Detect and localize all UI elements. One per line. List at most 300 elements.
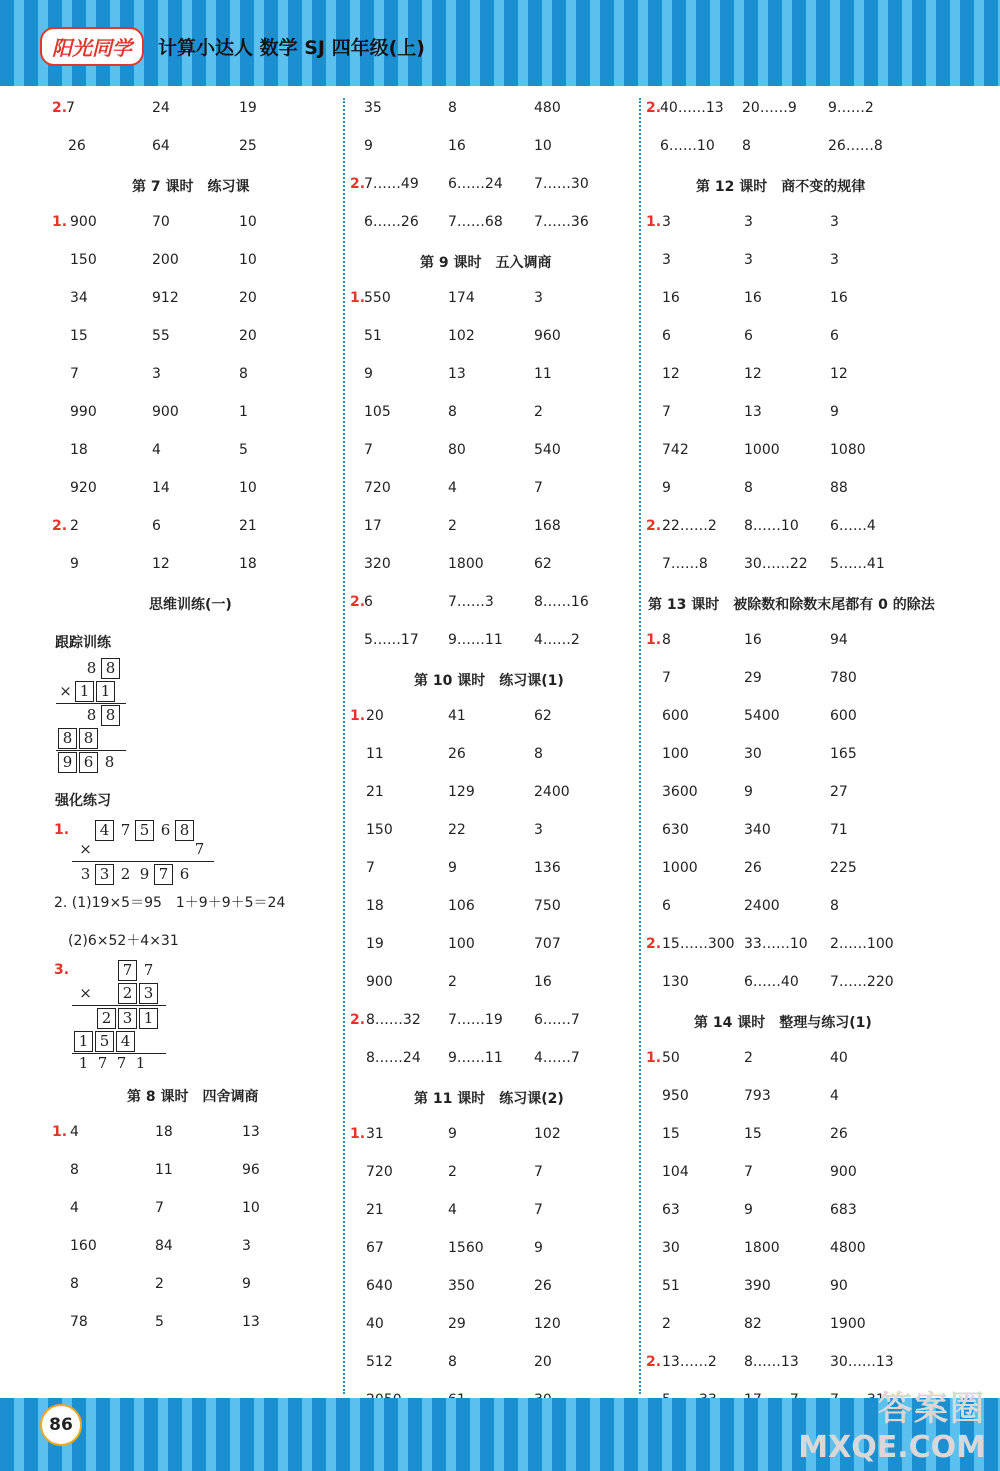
answer-value: 5 — [239, 442, 248, 458]
answer-value: 4 — [70, 1124, 79, 1140]
question-number: 1. — [646, 1050, 662, 1066]
digit-box: 2 — [97, 1008, 116, 1029]
answer-value: 540 — [534, 442, 561, 458]
answer-value: 30……22 — [744, 556, 808, 572]
answer-row — [350, 772, 635, 810]
answer-value: 7 — [744, 1164, 753, 1180]
question-number: 1. — [350, 1126, 366, 1142]
answer-value: 2 — [155, 1276, 164, 1292]
page-header — [0, 0, 1000, 86]
answer-value: 8 — [448, 1354, 457, 1370]
answer-value: 55 — [152, 328, 170, 344]
answer-value: 7 — [155, 1200, 164, 1216]
answer-value: 630 — [662, 822, 689, 838]
answer-value: 13 — [242, 1314, 260, 1330]
answer-value: 3 — [830, 214, 839, 230]
answer-value: 67 — [366, 1240, 384, 1256]
lesson-title: 第 12 课时 商不变的规律 — [696, 179, 866, 195]
answer-value: 20 — [239, 290, 257, 306]
answer-value: 600 — [662, 708, 689, 724]
digit: 8 — [86, 659, 97, 677]
answer-value: 8 — [662, 632, 671, 648]
answer-column-1 — [52, 88, 337, 1340]
answer-value: 160 — [70, 1238, 97, 1254]
answer-value: 9……2 — [828, 100, 874, 116]
answer-value: 94 — [830, 632, 848, 648]
answer-value: 900 — [830, 1164, 857, 1180]
answer-value: 7 — [364, 442, 373, 458]
answer-row — [646, 468, 946, 506]
answer-value: 12 — [830, 366, 848, 382]
answer-value: 8 — [742, 138, 751, 154]
answer-value: 18 — [239, 556, 257, 572]
answer-value: 600 — [830, 708, 857, 724]
answer-value: 2400 — [744, 898, 780, 914]
answer-row — [350, 430, 635, 468]
watermark-url: MXQE.COM — [798, 1430, 986, 1465]
digit: 1 — [78, 1054, 89, 1072]
answer-row — [350, 468, 635, 506]
answer-row — [350, 544, 635, 582]
digit-box: 3 — [139, 983, 158, 1004]
answer-value: 1000 — [662, 860, 698, 876]
answer-row — [646, 1114, 946, 1152]
answer-value: 1800 — [448, 556, 484, 572]
answer-value: 30 — [662, 1240, 680, 1256]
answer-value: 350 — [448, 1278, 475, 1294]
answer-row — [350, 924, 635, 962]
answer-value: 7 — [662, 404, 671, 420]
brand-logo: 阳光同学 — [40, 27, 144, 66]
answer-value: 750 — [534, 898, 561, 914]
answer-value: 18 — [366, 898, 384, 914]
answer-value: 50 — [662, 1050, 680, 1066]
answer-value: 105 — [364, 404, 391, 420]
answer-value: 8 — [70, 1162, 79, 1178]
answer-value: 19 — [239, 100, 257, 116]
digit-box: 2 — [118, 983, 137, 1004]
answer-value: 2 — [744, 1050, 753, 1066]
answer-value: 640 — [366, 1278, 393, 1294]
answer-value: 78 — [70, 1314, 88, 1330]
vertical-multiplication — [52, 658, 337, 778]
answer-row — [52, 126, 337, 164]
answer-row — [646, 506, 946, 544]
answer-value: 7……19 — [448, 1012, 503, 1028]
digit: 1 — [135, 1054, 146, 1072]
answer-row — [646, 316, 946, 354]
answer-value: 22 — [448, 822, 466, 838]
answer-row — [646, 810, 946, 848]
answer-value: 9 — [448, 1126, 457, 1142]
answer-row — [52, 1226, 337, 1264]
answer-value: 8 — [239, 366, 248, 382]
answer-value: 13 — [448, 366, 466, 382]
answer-value: 9 — [662, 480, 671, 496]
answer-value: 8……32 — [366, 1012, 421, 1028]
answer-value: 9 — [70, 556, 79, 572]
answer-row — [52, 88, 337, 126]
answer-value: 9 — [534, 1240, 543, 1256]
answer-value: 70 — [152, 214, 170, 230]
answer-value: 720 — [366, 1164, 393, 1180]
answer-value: 9 — [744, 784, 753, 800]
answer-value: 29 — [744, 670, 762, 686]
answer-value: 6……7 — [534, 1012, 580, 1028]
answer-value: 22……2 — [662, 518, 717, 534]
answer-row — [52, 430, 337, 468]
answer-value: 2 — [70, 518, 79, 534]
answer-value: 900 — [152, 404, 179, 420]
answer-value: 8……13 — [744, 1354, 799, 1370]
answer-value: 3 — [152, 366, 161, 382]
answer-value: 26 — [830, 1126, 848, 1142]
answer-value: 34 — [70, 290, 88, 306]
answer-value: 21 — [239, 518, 257, 534]
answer-value: 4 — [448, 480, 457, 496]
answer-value: 35 — [364, 100, 382, 116]
digit: 3 — [80, 865, 91, 883]
digit-box: 8 — [101, 658, 120, 679]
digit-box: 7 — [154, 864, 173, 885]
answer-value: 7 — [662, 670, 671, 686]
answer-column-3 — [646, 88, 946, 1418]
answer-value: 10 — [239, 480, 257, 496]
question-number: 2. — [350, 594, 366, 610]
answer-row — [646, 1266, 946, 1304]
answer-value: 950 — [662, 1088, 689, 1104]
answer-value: 793 — [744, 1088, 771, 1104]
answer-row — [646, 430, 946, 468]
question-number: 2. — [350, 176, 366, 192]
answer-row — [350, 582, 635, 620]
digit-box: 8 — [58, 728, 77, 749]
answer-value: 1080 — [830, 442, 866, 458]
answer-row — [646, 1152, 946, 1190]
answer-row — [350, 126, 635, 164]
answer-value: 6 — [662, 898, 671, 914]
answer-value: 51 — [364, 328, 382, 344]
answer-row — [350, 1038, 635, 1076]
answer-row — [350, 506, 635, 544]
answer-value: 2……100 — [830, 936, 894, 952]
answer-value: 16 — [534, 974, 552, 990]
answer-value: 7……8 — [662, 556, 708, 572]
answer-value: 5400 — [744, 708, 780, 724]
answer-value: 9 — [364, 138, 373, 154]
answer-row — [52, 202, 337, 240]
answer-value: 25 — [239, 138, 257, 154]
answer-row — [350, 316, 635, 354]
digit-box: 8 — [175, 820, 194, 841]
answer-value: 12 — [744, 366, 762, 382]
digit: 9 — [139, 865, 150, 883]
answer-value: 20 — [366, 708, 384, 724]
digit-box: 9 — [58, 752, 77, 773]
answer-row — [350, 164, 635, 202]
answer-value: 8 — [448, 100, 457, 116]
question-number: 1. — [646, 214, 662, 230]
answer-value: 6……40 — [744, 974, 799, 990]
question-number: 1. — [646, 632, 662, 648]
answer-value: 4……2 — [534, 632, 580, 648]
answer-value: 29 — [448, 1316, 466, 1332]
answer-value: 10 — [534, 138, 552, 154]
lesson-heading — [52, 164, 337, 202]
question-number: 2. — [52, 100, 68, 116]
answer-value: 21 — [366, 784, 384, 800]
answer-value: 102 — [534, 1126, 561, 1142]
digit-box: 1 — [74, 1031, 93, 1052]
answer-value: 136 — [534, 860, 561, 876]
answer-row — [646, 1190, 946, 1228]
answer-value: 7……3 — [448, 594, 494, 610]
digit-box: 8 — [79, 728, 98, 749]
answer-row — [646, 772, 946, 810]
vertical-multiplication — [52, 956, 337, 1074]
digit: 8 — [86, 706, 97, 724]
answer-value: 80 — [448, 442, 466, 458]
answer-value: 84 — [155, 1238, 173, 1254]
digit-box: 3 — [118, 1008, 137, 1029]
question-number: 2. — [646, 1354, 662, 1370]
answer-value: 1900 — [830, 1316, 866, 1332]
answer-value: 707 — [534, 936, 561, 952]
answer-value: 106 — [448, 898, 475, 914]
answer-row — [646, 1342, 946, 1380]
multiply-sign: × — [79, 840, 92, 858]
answer-value: 3 — [534, 822, 543, 838]
digit: 7 — [194, 840, 205, 858]
answer-value: 480 — [534, 100, 561, 116]
answer-value: 390 — [744, 1278, 771, 1294]
lesson-title: 第 13 课时 被除数和除数末尾都有 0 的除法 — [648, 597, 935, 613]
digit: 7 — [143, 961, 154, 979]
answer-value: 90 — [830, 1278, 848, 1294]
answer-value: 16 — [448, 138, 466, 154]
answer-value: 51 — [662, 1278, 680, 1294]
answer-value: 11 — [534, 366, 552, 382]
answer-value: 15 — [744, 1126, 762, 1142]
digit: 7 — [97, 1054, 108, 1072]
answer-row — [646, 240, 946, 278]
watermark — [798, 1381, 986, 1465]
lesson-heading — [350, 1076, 635, 1114]
answer-value: 7……68 — [448, 214, 503, 230]
answer-value: 174 — [448, 290, 475, 306]
answer-value: 13 — [242, 1124, 260, 1140]
answer-value: 100 — [662, 746, 689, 762]
answer-expression: 2. (1)19×5＝95 1＋9＋9＋5＝24 — [54, 895, 286, 911]
answer-value: 62 — [534, 556, 552, 572]
lesson-heading — [646, 164, 946, 202]
digit-box: 1 — [96, 681, 115, 702]
answer-row — [52, 880, 337, 918]
digit-box: 4 — [116, 1031, 135, 1052]
section-heading — [52, 582, 337, 620]
answer-value: 11 — [366, 746, 384, 762]
answer-row — [350, 696, 635, 734]
answer-row — [52, 392, 337, 430]
answer-value: 15 — [662, 1126, 680, 1142]
answer-row — [350, 1304, 635, 1342]
answer-row — [646, 924, 946, 962]
answer-value: 4……7 — [534, 1050, 580, 1066]
answer-value: 2 — [448, 1164, 457, 1180]
digit: 6 — [160, 821, 171, 839]
subsection-heading — [52, 778, 337, 816]
answer-value: 512 — [366, 1354, 393, 1370]
answer-value: 26……8 — [828, 138, 883, 154]
answer-value: 2 — [448, 518, 457, 534]
answer-value: 4800 — [830, 1240, 866, 1256]
answer-row — [52, 1302, 337, 1340]
digit: 7 — [120, 821, 131, 839]
digit-box: 6 — [79, 752, 98, 773]
lesson-title: 第 9 课时 五入调商 — [420, 255, 552, 271]
answer-value: 63 — [662, 1202, 680, 1218]
answer-value: 8……24 — [366, 1050, 421, 1066]
answer-value: 780 — [830, 670, 857, 686]
answer-row — [646, 544, 946, 582]
answer-row — [646, 734, 946, 772]
answer-value: 16 — [744, 290, 762, 306]
answer-value: 4 — [70, 1200, 79, 1216]
lesson-heading — [350, 658, 635, 696]
answer-value: 11 — [155, 1162, 173, 1178]
answer-row — [350, 1228, 635, 1266]
answer-value: 20 — [239, 328, 257, 344]
answer-value: 900 — [366, 974, 393, 990]
page-number: 86 — [40, 1404, 82, 1446]
answer-value: 2 — [534, 404, 543, 420]
answer-value: 104 — [662, 1164, 689, 1180]
answer-row — [52, 1188, 337, 1226]
question-number: 2. — [646, 518, 662, 534]
answer-value: 15……300 — [662, 936, 735, 952]
lesson-heading — [350, 240, 635, 278]
answer-row — [52, 278, 337, 316]
answer-value: 990 — [70, 404, 97, 420]
answer-value: 900 — [70, 214, 97, 230]
answer-value: 5……41 — [830, 556, 885, 572]
answer-value: 64 — [152, 138, 170, 154]
answer-value: 16 — [830, 290, 848, 306]
answer-row — [52, 1112, 337, 1150]
answer-value: 27 — [830, 784, 848, 800]
answer-row — [52, 544, 337, 582]
digit-box: 3 — [95, 864, 114, 885]
question-number: 2. — [646, 936, 662, 952]
answer-value: 165 — [830, 746, 857, 762]
answer-value: 88 — [830, 480, 848, 496]
answer-value: 14 — [152, 480, 170, 496]
subsection-title: 强化练习 — [55, 793, 111, 809]
digit-box: 1 — [75, 681, 94, 702]
lesson-title: 第 14 课时 整理与练习(1) — [694, 1015, 872, 1031]
answer-value: 3 — [744, 252, 753, 268]
answer-expression: (2)6×52＋4×31 — [68, 933, 179, 949]
answer-value: 200 — [152, 252, 179, 268]
answer-value: 550 — [364, 290, 391, 306]
answer-value: 8 — [830, 898, 839, 914]
lesson-title: 第 11 课时 练习课(2) — [414, 1091, 564, 1107]
answer-value: 40 — [366, 1316, 384, 1332]
answer-row — [350, 810, 635, 848]
answer-row — [646, 962, 946, 1000]
lesson-title: 第 10 课时 练习课(1) — [414, 673, 564, 689]
answer-row — [646, 354, 946, 392]
answer-row — [646, 696, 946, 734]
digit: 6 — [179, 865, 190, 883]
answer-value: 960 — [534, 328, 561, 344]
question-number: 2. — [52, 518, 68, 534]
answer-row — [646, 1076, 946, 1114]
answer-value: 6……26 — [364, 214, 419, 230]
answer-value: 2 — [662, 1316, 671, 1332]
answer-row — [52, 1150, 337, 1188]
answer-value: 30 — [744, 746, 762, 762]
answer-value: 7 — [366, 860, 375, 876]
answer-value: 19 — [366, 936, 384, 952]
answer-value: 20 — [534, 1354, 552, 1370]
answer-value: 6……24 — [448, 176, 503, 192]
answer-value: 8 — [70, 1276, 79, 1292]
answer-value: 17 — [364, 518, 382, 534]
answer-value: 10 — [239, 252, 257, 268]
answer-value: 2 — [448, 974, 457, 990]
answer-value: 41 — [448, 708, 466, 724]
question-number: 1. — [52, 1124, 68, 1140]
answer-value: 6 — [364, 594, 373, 610]
answer-row — [52, 240, 337, 278]
multiply-sign: × — [59, 682, 72, 700]
answer-row — [350, 1000, 635, 1038]
answer-value: 8 — [534, 746, 543, 762]
answer-value: 8……16 — [534, 594, 589, 610]
answer-value: 120 — [534, 1316, 561, 1332]
question-number: 1. — [350, 708, 366, 724]
answer-value: 6 — [744, 328, 753, 344]
answer-value: 7 — [66, 100, 75, 116]
answer-row — [350, 1114, 635, 1152]
answer-value: 9……11 — [448, 1050, 503, 1066]
column-divider — [343, 98, 345, 1394]
answer-value: 720 — [364, 480, 391, 496]
answer-value: 7……220 — [830, 974, 894, 990]
answer-row — [646, 1304, 946, 1342]
answer-row — [350, 848, 635, 886]
answer-value: 9 — [448, 860, 457, 876]
lesson-heading — [52, 1074, 337, 1112]
column-divider — [639, 98, 641, 1394]
answer-value: 8……10 — [744, 518, 799, 534]
answer-value: 7……49 — [364, 176, 419, 192]
answer-row — [350, 1152, 635, 1190]
answer-row — [350, 734, 635, 772]
answer-row — [646, 1038, 946, 1076]
answer-row — [350, 202, 635, 240]
question-number: 1. — [52, 214, 68, 230]
answer-value: 1 — [239, 404, 248, 420]
answer-value: 10 — [239, 214, 257, 230]
answer-value: 9 — [744, 1202, 753, 1218]
answer-row — [350, 1266, 635, 1304]
answer-value: 320 — [364, 556, 391, 572]
subsection-title: 跟踪训练 — [55, 635, 111, 651]
answer-value: 3 — [242, 1238, 251, 1254]
answer-row — [646, 202, 946, 240]
